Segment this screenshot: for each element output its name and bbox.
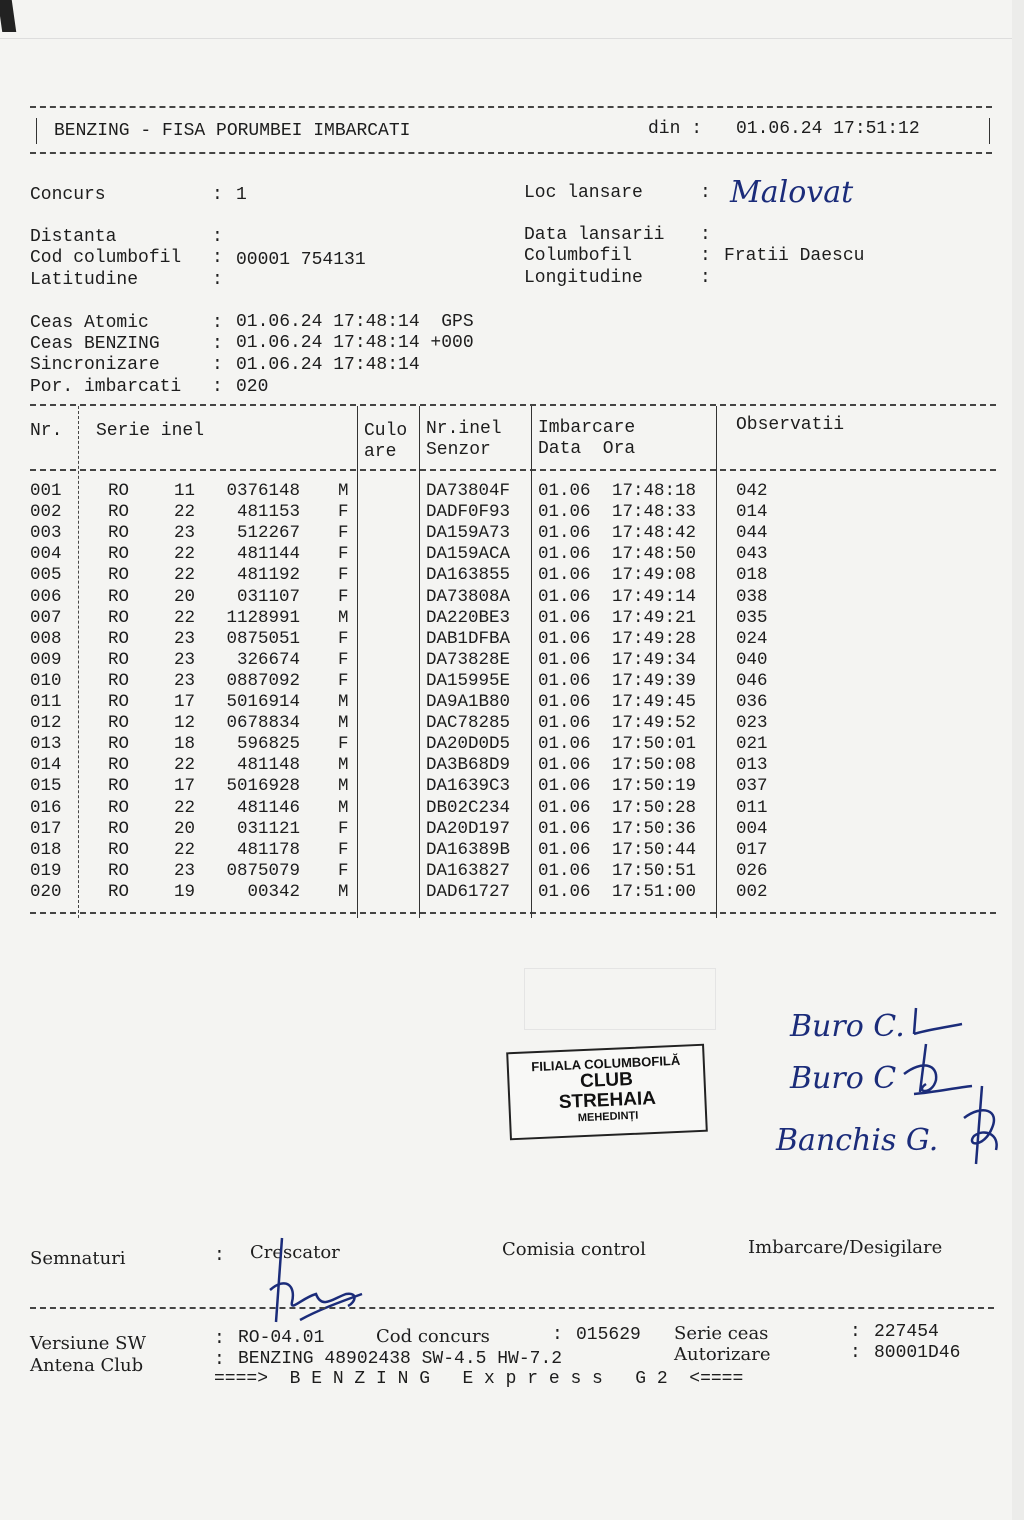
autorizare-sep: : bbox=[850, 1343, 861, 1363]
cod-columbofil-sep: : bbox=[212, 248, 223, 268]
row-ring-number: 031121 bbox=[236, 818, 300, 839]
serie-ceas-value: 227454 bbox=[874, 1322, 939, 1342]
versiune-sw-value: RO-04.01 bbox=[238, 1328, 325, 1348]
row-time: 17:50:51 bbox=[612, 860, 697, 881]
table-top-rule bbox=[30, 404, 996, 406]
sincronizare-sep: : bbox=[212, 355, 223, 375]
row-ring-number: 481178 bbox=[236, 839, 300, 860]
row-sensor: DA16389B bbox=[426, 839, 511, 860]
columbofil-sep: : bbox=[700, 246, 711, 266]
row-observation: 014 bbox=[736, 502, 768, 523]
row-sensor: DA15995E bbox=[426, 670, 511, 691]
row-sensor: DA159A73 bbox=[426, 523, 511, 544]
table-header-rule bbox=[30, 469, 996, 471]
table-row bbox=[0, 776, 800, 797]
row-date: 01.06 bbox=[538, 586, 591, 607]
antena-club-label: Antena Club bbox=[30, 1355, 144, 1376]
row-ring-number: 481153 bbox=[236, 502, 300, 523]
row-date: 01.06 bbox=[538, 818, 591, 839]
por-imbarcati-sep: : bbox=[212, 377, 223, 397]
row-year: 23 bbox=[174, 649, 196, 670]
row-ring-number: 596825 bbox=[236, 734, 300, 755]
row-country: RO bbox=[108, 586, 130, 607]
row-time: 17:50:44 bbox=[612, 839, 697, 860]
print-datetime: 01.06.24 17:51:12 bbox=[736, 119, 920, 139]
header-left-border bbox=[36, 118, 37, 144]
row-country: RO bbox=[108, 481, 130, 501]
row-observation: 004 bbox=[736, 818, 768, 839]
concurs-value: 1 bbox=[236, 185, 247, 205]
row-ring-number: 481146 bbox=[236, 797, 300, 818]
row-sensor: DB02C234 bbox=[426, 797, 511, 818]
semnaturi-label: Semnaturi bbox=[30, 1248, 126, 1269]
columbofil-label: Columbofil bbox=[524, 246, 633, 266]
row-nr: 017 bbox=[30, 818, 62, 839]
crescator-label: Crescator bbox=[250, 1242, 340, 1263]
serie-ceas-label: Serie ceas bbox=[674, 1323, 769, 1344]
row-date: 01.06 bbox=[538, 481, 591, 501]
row-observation: 043 bbox=[736, 544, 768, 565]
paper-edge bbox=[0, 38, 1024, 39]
row-nr: 012 bbox=[30, 713, 62, 734]
table-row bbox=[0, 544, 800, 565]
footer-rule bbox=[30, 1307, 994, 1309]
faint-bleed-through bbox=[524, 968, 716, 1030]
row-country: RO bbox=[108, 818, 130, 839]
club-stamp bbox=[506, 1044, 708, 1141]
row-observation: 036 bbox=[736, 692, 768, 712]
longitudine-label: Longitudine bbox=[524, 268, 643, 288]
row-country: RO bbox=[108, 628, 130, 649]
row-sex: M bbox=[338, 881, 349, 902]
row-time: 17:49:45 bbox=[612, 692, 697, 712]
row-nr: 002 bbox=[30, 502, 62, 523]
row-sensor: DAB1DFBA bbox=[426, 628, 511, 649]
autorizare-label: Autorizare bbox=[674, 1344, 771, 1365]
antena-sep: : bbox=[214, 1350, 225, 1370]
row-nr: 014 bbox=[30, 755, 62, 776]
row-ring-number: 1128991 bbox=[226, 607, 300, 628]
table-row bbox=[0, 861, 800, 882]
row-date: 01.06 bbox=[538, 565, 591, 586]
sincronizare-label: Sincronizare bbox=[30, 355, 160, 375]
row-country: RO bbox=[108, 860, 130, 881]
row-year: 20 bbox=[174, 818, 196, 839]
sincronizare-value: 01.06.24 17:48:14 bbox=[236, 355, 420, 375]
row-sensor: DA73828E bbox=[426, 649, 511, 670]
row-date: 01.06 bbox=[538, 797, 591, 818]
antena-club-value: BENZING 48902438 SW-4.5 HW-7.2 bbox=[238, 1349, 563, 1369]
row-country: RO bbox=[108, 502, 130, 523]
row-nr: 019 bbox=[30, 860, 62, 881]
scan-corner-mark bbox=[0, 0, 16, 32]
row-ring-number: 326674 bbox=[236, 649, 300, 670]
row-year: 22 bbox=[174, 797, 196, 818]
table-row bbox=[0, 840, 800, 861]
row-observation: 017 bbox=[736, 839, 768, 860]
row-sensor: DA20D0D5 bbox=[426, 734, 511, 755]
ceas-atomic-sep: : bbox=[212, 313, 223, 333]
row-year: 17 bbox=[174, 692, 196, 712]
row-nr: 016 bbox=[30, 797, 62, 818]
table-row bbox=[0, 523, 800, 544]
row-time: 17:50:28 bbox=[612, 797, 697, 818]
row-ring-number: 481192 bbox=[236, 565, 300, 586]
commission-sig-3: Banchis G. bbox=[776, 1123, 939, 1158]
stamp-line-4: MEHEDINȚI bbox=[577, 1109, 639, 1125]
table-row bbox=[0, 798, 800, 819]
row-nr: 020 bbox=[30, 881, 62, 902]
cod-concurs-sep: : bbox=[552, 1325, 563, 1345]
th-culoare-1: Culo bbox=[364, 421, 408, 441]
row-country: RO bbox=[108, 839, 130, 860]
row-time: 17:50:01 bbox=[612, 734, 697, 755]
row-observation: 018 bbox=[736, 565, 768, 586]
row-sensor: DADF0F93 bbox=[426, 502, 511, 523]
row-nr: 006 bbox=[30, 586, 62, 607]
cod-columbofil-value: 00001 754131 bbox=[236, 250, 366, 270]
ceas-benzing-label: Ceas BENZING bbox=[30, 334, 160, 354]
versiune-sw-label: Versiune SW bbox=[30, 1333, 146, 1354]
th-nr: Nr. bbox=[30, 421, 63, 441]
row-time: 17:49:08 bbox=[612, 565, 697, 586]
latitudine-label: Latitudine bbox=[30, 270, 139, 290]
row-sensor: DA220BE3 bbox=[426, 607, 511, 628]
table-row bbox=[0, 819, 800, 840]
th-observatii: Observatii bbox=[736, 415, 845, 435]
data-lansarii-label: Data lansarii bbox=[524, 225, 665, 245]
loc-lansare-value: Malovat bbox=[730, 175, 854, 210]
row-observation: 040 bbox=[736, 649, 768, 670]
row-observation: 024 bbox=[736, 628, 768, 649]
row-nr: 009 bbox=[30, 649, 62, 670]
row-nr: 010 bbox=[30, 670, 62, 691]
row-year: 23 bbox=[174, 628, 196, 649]
stamp-line-1: FILIALA COLUMBOFILĂ bbox=[531, 1052, 681, 1075]
row-year: 23 bbox=[174, 670, 196, 691]
row-observation: 002 bbox=[736, 881, 768, 902]
crescator-signature bbox=[262, 1236, 372, 1336]
row-date: 01.06 bbox=[538, 713, 591, 734]
table-row bbox=[0, 502, 800, 523]
por-imbarcati-value: 020 bbox=[236, 377, 269, 397]
row-sensor: DA1639C3 bbox=[426, 776, 511, 797]
concurs-sep: : bbox=[212, 185, 223, 205]
row-ring-number: 031107 bbox=[236, 586, 300, 607]
row-nr: 018 bbox=[30, 839, 62, 860]
row-year: 17 bbox=[174, 776, 196, 797]
row-sensor: DA159ACA bbox=[426, 544, 511, 565]
row-year: 20 bbox=[174, 586, 196, 607]
row-date: 01.06 bbox=[538, 502, 591, 523]
document-title: BENZING - FISA PORUMBEI IMBARCATI bbox=[54, 121, 411, 141]
row-observation: 035 bbox=[736, 607, 768, 628]
row-nr: 007 bbox=[30, 607, 62, 628]
row-ring-number: 512267 bbox=[236, 523, 300, 544]
row-sensor: DA20D197 bbox=[426, 818, 511, 839]
row-ring-number: 0678834 bbox=[226, 713, 300, 734]
row-year: 23 bbox=[174, 860, 196, 881]
cod-columbofil-label: Cod columbofil bbox=[30, 248, 182, 268]
row-sensor: DA73808A bbox=[426, 586, 511, 607]
distanta-sep: : bbox=[212, 227, 223, 247]
row-time: 17:50:36 bbox=[612, 818, 697, 839]
row-time: 17:49:52 bbox=[612, 713, 697, 734]
row-time: 17:48:50 bbox=[612, 544, 697, 565]
row-sex: M bbox=[338, 481, 349, 501]
row-ring-number: 481148 bbox=[236, 755, 300, 776]
row-date: 01.06 bbox=[538, 607, 591, 628]
header-top-rule bbox=[30, 106, 992, 108]
ceas-benzing-value: 01.06.24 17:48:14 +000 bbox=[236, 333, 474, 353]
row-observation: 044 bbox=[736, 523, 768, 544]
row-sex: F bbox=[338, 502, 349, 523]
row-date: 01.06 bbox=[538, 839, 591, 860]
row-sex: M bbox=[338, 713, 349, 734]
latitudine-sep: : bbox=[212, 270, 223, 290]
loc-lansare-label: Loc lansare bbox=[524, 183, 643, 203]
th-culoare-2: are bbox=[364, 442, 397, 462]
ceas-benzing-sep: : bbox=[212, 334, 223, 354]
row-time: 17:48:33 bbox=[612, 502, 697, 523]
table-row bbox=[0, 481, 800, 502]
autorizare-value: 80001D46 bbox=[874, 1343, 961, 1363]
paper-right-edge bbox=[1012, 0, 1024, 1520]
row-time: 17:51:00 bbox=[612, 881, 697, 902]
data-lansarii-sep: : bbox=[700, 225, 711, 245]
row-sensor: DA3B68D9 bbox=[426, 755, 511, 776]
row-nr: 004 bbox=[30, 544, 62, 565]
table-row bbox=[0, 608, 800, 629]
imbarcare-desigilare-label: Imbarcare/Desigilare bbox=[748, 1237, 943, 1258]
row-sensor: DA73804F bbox=[426, 481, 511, 501]
row-year: 18 bbox=[174, 734, 196, 755]
row-sex: F bbox=[338, 818, 349, 839]
row-ring-number: 0875051 bbox=[226, 628, 300, 649]
row-sex: M bbox=[338, 797, 349, 818]
row-observation: 023 bbox=[736, 713, 768, 734]
table-row bbox=[0, 734, 800, 755]
ceas-atomic-value: 01.06.24 17:48:14 GPS bbox=[236, 312, 474, 332]
row-sensor: DA163827 bbox=[426, 860, 511, 881]
row-date: 01.06 bbox=[538, 523, 591, 544]
cod-concurs-value: 015629 bbox=[576, 1325, 641, 1345]
row-nr: 003 bbox=[30, 523, 62, 544]
row-ring-number: 5016928 bbox=[226, 776, 300, 797]
row-date: 01.06 bbox=[538, 692, 591, 712]
row-year: 12 bbox=[174, 713, 196, 734]
row-sex: F bbox=[338, 544, 349, 565]
benzing-express-banner: ====> B E N Z I N G E x p r e s s G 2 <==== bbox=[214, 1369, 744, 1389]
th-nr-inel-2: Senzor bbox=[426, 440, 491, 460]
row-ring-number: 0887092 bbox=[226, 670, 300, 691]
row-observation: 038 bbox=[736, 586, 768, 607]
row-country: RO bbox=[108, 755, 130, 776]
row-date: 01.06 bbox=[538, 649, 591, 670]
row-observation: 021 bbox=[736, 734, 768, 755]
row-ring-number: 5016914 bbox=[226, 692, 300, 712]
row-sex: M bbox=[338, 692, 349, 712]
row-observation: 037 bbox=[736, 776, 768, 797]
row-year: 19 bbox=[174, 881, 196, 902]
cod-concurs-label: Cod concurs bbox=[376, 1326, 490, 1347]
row-time: 17:50:08 bbox=[612, 755, 697, 776]
row-country: RO bbox=[108, 797, 130, 818]
header-bottom-rule bbox=[30, 152, 992, 154]
row-nr: 011 bbox=[30, 692, 62, 712]
row-date: 01.06 bbox=[538, 860, 591, 881]
row-date: 01.06 bbox=[538, 628, 591, 649]
row-year: 22 bbox=[174, 607, 196, 628]
row-time: 17:49:39 bbox=[612, 670, 697, 691]
row-date: 01.06 bbox=[538, 881, 591, 902]
row-sex: F bbox=[338, 628, 349, 649]
row-year: 22 bbox=[174, 839, 196, 860]
row-time: 17:50:19 bbox=[612, 776, 697, 797]
table-row bbox=[0, 755, 800, 776]
table-bottom-rule bbox=[30, 912, 996, 914]
row-sex: F bbox=[338, 586, 349, 607]
row-observation: 046 bbox=[736, 670, 768, 691]
row-ring-number: 00342 bbox=[247, 881, 300, 902]
row-sex: F bbox=[338, 860, 349, 881]
row-nr: 008 bbox=[30, 628, 62, 649]
row-country: RO bbox=[108, 734, 130, 755]
columbofil-value: Fratii Daescu bbox=[724, 246, 865, 266]
table-row bbox=[0, 882, 800, 903]
th-serie-inel: Serie inel bbox=[96, 421, 205, 441]
stamp-line-2: CLUB bbox=[579, 1068, 634, 1093]
row-nr: 001 bbox=[30, 481, 62, 501]
comisia-control-label: Comisia control bbox=[502, 1239, 646, 1260]
row-year: 22 bbox=[174, 755, 196, 776]
row-observation: 026 bbox=[736, 860, 768, 881]
por-imbarcati-label: Por. imbarcati bbox=[30, 377, 182, 397]
commission-signatures bbox=[776, 1000, 996, 1170]
row-country: RO bbox=[108, 776, 130, 797]
table-row bbox=[0, 650, 800, 671]
row-year: 22 bbox=[174, 565, 196, 586]
row-country: RO bbox=[108, 523, 130, 544]
row-sensor: DA9A1B80 bbox=[426, 692, 511, 712]
row-ring-number: 0376148 bbox=[226, 481, 300, 501]
row-observation: 013 bbox=[736, 755, 768, 776]
row-observation: 042 bbox=[736, 481, 768, 501]
row-date: 01.06 bbox=[538, 670, 591, 691]
row-sensor: DAC78285 bbox=[426, 713, 511, 734]
row-sex: F bbox=[338, 649, 349, 670]
row-time: 17:49:34 bbox=[612, 649, 697, 670]
row-time: 17:48:42 bbox=[612, 523, 697, 544]
row-year: 22 bbox=[174, 544, 196, 565]
row-time: 17:49:21 bbox=[612, 607, 697, 628]
table-row bbox=[0, 671, 800, 692]
ceas-atomic-label: Ceas Atomic bbox=[30, 313, 149, 333]
longitudine-sep: : bbox=[700, 268, 711, 288]
serie-ceas-sep: : bbox=[850, 1322, 861, 1342]
table-row bbox=[0, 565, 800, 586]
row-observation: 011 bbox=[736, 797, 768, 818]
row-nr: 013 bbox=[30, 734, 62, 755]
row-country: RO bbox=[108, 607, 130, 628]
table-row bbox=[0, 713, 800, 734]
row-sex: M bbox=[338, 755, 349, 776]
row-time: 17:49:28 bbox=[612, 628, 697, 649]
row-date: 01.06 bbox=[538, 776, 591, 797]
row-sex: F bbox=[338, 839, 349, 860]
date-label: din : bbox=[648, 119, 703, 139]
row-date: 01.06 bbox=[538, 734, 591, 755]
stamp-line-3: STREHAIA bbox=[558, 1087, 657, 1114]
loc-lansare-handwriting bbox=[728, 174, 908, 214]
row-ring-number: 481144 bbox=[236, 544, 300, 565]
versiune-sep: : bbox=[214, 1329, 225, 1349]
row-sex: F bbox=[338, 565, 349, 586]
row-sensor: DA163855 bbox=[426, 565, 511, 586]
row-sex: F bbox=[338, 523, 349, 544]
row-year: 22 bbox=[174, 502, 196, 523]
row-country: RO bbox=[108, 670, 130, 691]
row-country: RO bbox=[108, 713, 130, 734]
row-sex: F bbox=[338, 734, 349, 755]
header-right-border bbox=[989, 118, 990, 144]
commission-sig-1: Buro C. bbox=[790, 1009, 905, 1044]
row-time: 17:49:14 bbox=[612, 586, 697, 607]
row-time: 17:48:18 bbox=[612, 481, 697, 501]
row-country: RO bbox=[108, 881, 130, 902]
table-row bbox=[0, 587, 800, 608]
semnaturi-sep: : bbox=[214, 1246, 225, 1266]
row-date: 01.06 bbox=[538, 755, 591, 776]
row-nr: 015 bbox=[30, 776, 62, 797]
row-nr: 005 bbox=[30, 565, 62, 586]
row-year: 23 bbox=[174, 523, 196, 544]
row-year: 11 bbox=[174, 481, 196, 501]
row-sex: M bbox=[338, 776, 349, 797]
th-nr-inel-1: Nr.inel bbox=[426, 419, 502, 439]
th-imbarcare-2: Data Ora bbox=[538, 439, 636, 459]
table-row bbox=[0, 629, 800, 650]
table-row bbox=[0, 692, 800, 713]
row-sensor: DAD61727 bbox=[426, 881, 511, 902]
row-date: 01.06 bbox=[538, 544, 591, 565]
row-country: RO bbox=[108, 544, 130, 565]
th-imbarcare-1: Imbarcare bbox=[538, 418, 636, 438]
row-country: RO bbox=[108, 692, 130, 712]
commission-sig-2: Buro C bbox=[790, 1061, 897, 1096]
distanta-label: Distanta bbox=[30, 227, 117, 247]
row-sex: F bbox=[338, 670, 349, 691]
concurs-label: Concurs bbox=[30, 185, 106, 205]
row-sex: M bbox=[338, 607, 349, 628]
row-country: RO bbox=[108, 649, 130, 670]
row-country: RO bbox=[108, 565, 130, 586]
row-ring-number: 0875079 bbox=[226, 860, 300, 881]
loc-lansare-sep: : bbox=[700, 183, 711, 203]
